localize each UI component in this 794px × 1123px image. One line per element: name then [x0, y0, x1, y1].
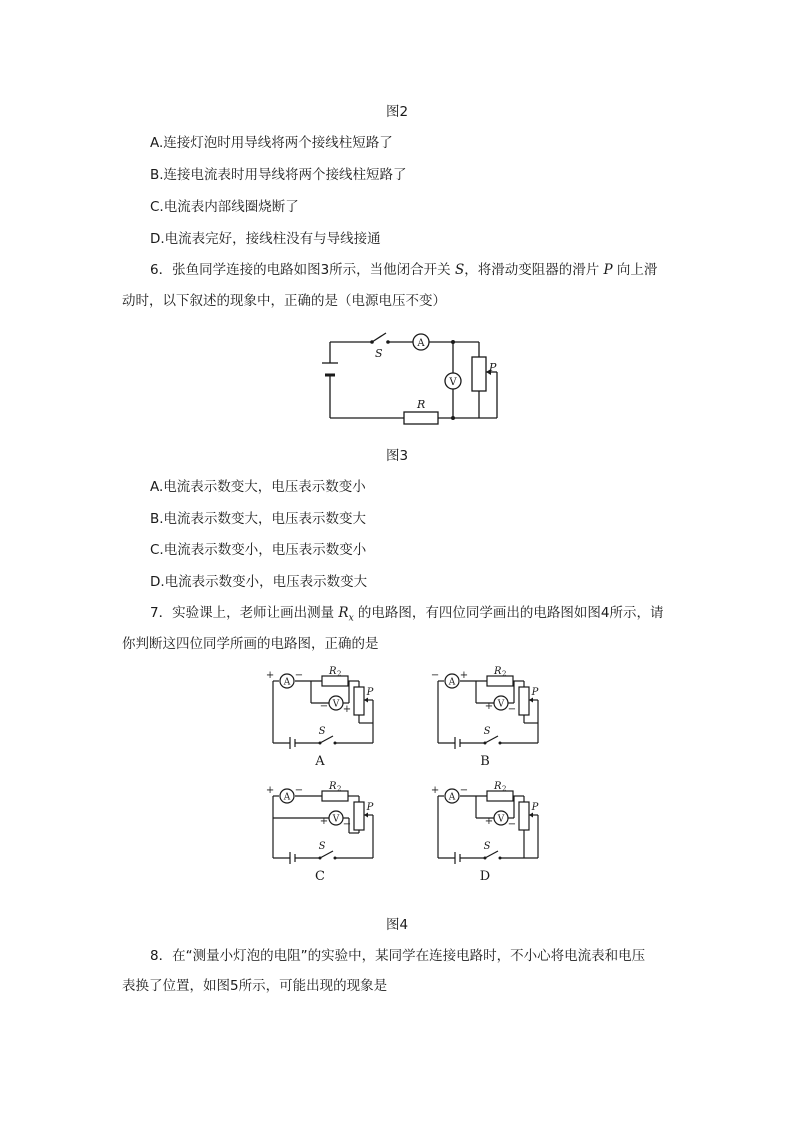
fig3-resistor-label: R — [417, 398, 426, 411]
switch-contact — [484, 857, 487, 860]
switch-contact — [334, 742, 337, 745]
fig4-ammeter-label: A — [283, 677, 291, 688]
fig4-resistor-label: R — [494, 666, 502, 677]
rheostat — [354, 802, 364, 830]
switch-contact — [499, 857, 502, 860]
fig4-ammeter-left-sign: + — [265, 670, 275, 681]
switch-contact — [319, 742, 322, 745]
fig4-panel-d — [431, 781, 539, 884]
q8-text-line2: 表换了位置，如图5所示，可能出现的现象是 — [122, 978, 388, 994]
q6-option-a: A.电流表示数变大，电压表示数变小 — [150, 479, 366, 495]
fig4-ammeter-right-sign: − — [459, 785, 469, 796]
fig4-voltmeter-left-sign: + — [319, 816, 329, 827]
fig4-ammeter-label: A — [448, 792, 456, 803]
fig4-ammeter-right-sign: − — [294, 670, 304, 681]
slider-arrowhead — [364, 698, 368, 703]
fig4-ammeter-right-sign: − — [294, 785, 304, 796]
fig4-resistor-subscript: 2 — [502, 670, 507, 678]
fig4-switch-label: S — [318, 726, 326, 737]
resistor — [322, 791, 348, 801]
fig4-voltmeter-right-sign: − — [342, 819, 352, 830]
q6-text-part3: 向上滑 — [612, 262, 658, 278]
q5-option-a: A.连接灯泡时用导线将两个接线柱短路了 — [150, 135, 393, 151]
switch-contact — [484, 742, 487, 745]
q6-text-line2: 动时，以下叙述的现象中，正确的是（电源电压不变） — [122, 293, 446, 309]
resistor — [322, 676, 348, 686]
fig4-panel-label: C — [315, 869, 325, 884]
fig4-switch-label: S — [483, 841, 491, 852]
switch-lever — [485, 851, 498, 858]
q5-option-c: C.电流表内部线圈烧断了 — [150, 199, 299, 215]
fig4-voltmeter-right-sign: − — [507, 819, 517, 830]
fig4-panel-label: B — [480, 754, 490, 769]
fig4-ammeter-left-sign: + — [265, 785, 275, 796]
fig4-ammeter-label: A — [448, 677, 456, 688]
fig4-resistor-subscript: 2 — [337, 785, 342, 793]
switch-contact — [499, 742, 502, 745]
fig4-slider-label: P — [531, 802, 539, 813]
q6-switch-var: S — [454, 262, 465, 278]
fig4-panel-label: D — [479, 869, 491, 884]
fig4-voltmeter-label: V — [497, 699, 505, 710]
fig3-ammeter-label: A — [417, 338, 425, 349]
slider-arrowhead — [364, 813, 368, 818]
fig3-voltmeter-label: V — [449, 377, 457, 388]
switch-lever — [485, 736, 498, 743]
fig4-switch-label: S — [483, 726, 491, 737]
fig4-panel-label: A — [315, 754, 325, 769]
fig4-slider-label: P — [366, 802, 374, 813]
q6-text-part2: ，将滑动变阻器的滑片 — [464, 262, 604, 278]
fig4-voltmeter-right-sign: + — [342, 704, 352, 715]
fig4-voltmeter-left-sign: − — [319, 701, 329, 712]
fig4-ammeter-left-sign: + — [430, 785, 440, 796]
q8-text-line1: 8．在“测量小灯泡的电阻”的实验中，某同学在连接电路时，不小心将电流表和电压 — [150, 948, 646, 964]
fig4-resistor-label: R — [329, 666, 337, 677]
figure-4-caption: 图4 — [385, 917, 409, 933]
q5-option-b: B.连接电流表时用导线将两个接线柱短路了 — [150, 167, 407, 183]
q7-text-part1: 7．实验课上，老师让画出测量 — [150, 605, 339, 621]
q6-option-b: B.电流表示数变大，电压表示数变大 — [150, 511, 367, 527]
rheostat — [519, 802, 529, 830]
q5-option-d: D.电流表完好，接线柱没有与导线接通 — [150, 231, 381, 247]
rheostat — [519, 687, 529, 715]
switch-lever — [320, 851, 333, 858]
switch-contact — [334, 857, 337, 860]
fig4-ammeter-left-sign: − — [430, 670, 440, 681]
fig4-panel-a — [266, 666, 374, 769]
switch-lever — [320, 736, 333, 743]
fig4-voltmeter-left-sign: + — [484, 701, 494, 712]
fig4-resistor-label: R — [494, 781, 502, 792]
q7-text-part2: 的电路图，有四位同学画出的电路图如图4所示，请 — [353, 605, 664, 621]
fig4-switch-label: S — [318, 841, 326, 852]
fig4-voltmeter-label: V — [497, 814, 505, 825]
fig4-resistor-subscript: 2 — [337, 670, 342, 678]
rheostat — [354, 687, 364, 715]
fig4-voltmeter-label: V — [332, 814, 340, 825]
fig4-voltmeter-label: V — [332, 699, 340, 710]
figure-3-caption: 图3 — [385, 448, 409, 464]
fig4-panel-c — [266, 781, 374, 884]
q6-option-c: C.电流表示数变小，电压表示数变小 — [150, 542, 367, 558]
q7-rx-sub: x — [348, 613, 354, 624]
fig3-switch-label: S — [375, 347, 383, 360]
q6-option-d: D.电流表示数变小，电压表示数变大 — [150, 574, 368, 590]
fig4-ammeter-label: A — [283, 792, 291, 803]
fig4-slider-label: P — [366, 687, 374, 698]
q6-text-part1: 6．张鱼同学连接的电路如图3所示，当他闭合开关 — [150, 262, 455, 278]
figure-2-caption: 图2 — [385, 104, 409, 120]
fig4-voltmeter-left-sign: + — [484, 816, 494, 827]
switch-contact — [319, 857, 322, 860]
fig3-slider-label: P — [489, 361, 497, 374]
fig4-ammeter-right-sign: + — [459, 670, 469, 681]
q6-slider-var: P — [603, 262, 613, 278]
resistor — [487, 676, 513, 686]
fig4-resistor-subscript: 2 — [502, 785, 507, 793]
resistor — [487, 791, 513, 801]
fig4-slider-label: P — [531, 687, 539, 698]
fig4-resistor-label: R — [329, 781, 337, 792]
q7-text-line2: 你判断这四位同学所画的电路图，正确的是 — [122, 636, 379, 652]
fig4-panel-b — [431, 666, 539, 769]
fig4-voltmeter-right-sign: − — [507, 704, 517, 715]
q7-rx-var: R — [338, 605, 349, 621]
